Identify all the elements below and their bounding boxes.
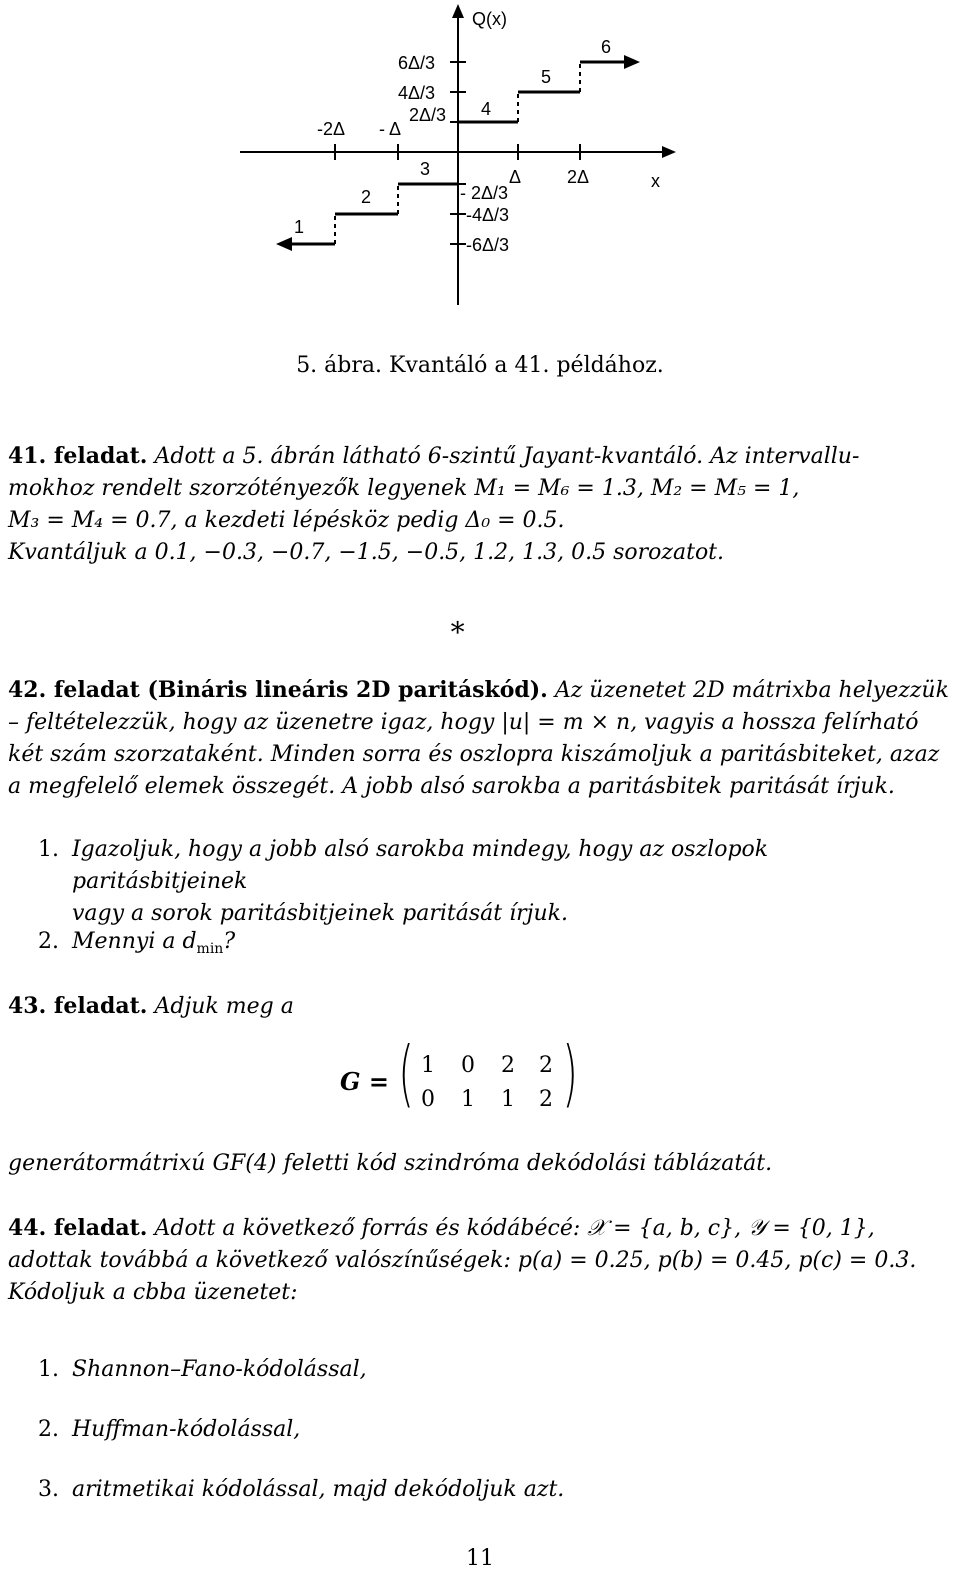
x-axis-label: x <box>651 171 660 191</box>
ex41-line-1: Adott a 5. ábrán látható 6-szintű Jayant-kvantáló. Az intervallu- <box>154 444 860 469</box>
ex44-item-2-num: 2. <box>38 1417 59 1442</box>
ex44-item-3-num: 3. <box>38 1477 59 1502</box>
ex42-item-1-num: 1. <box>38 837 59 862</box>
x-tick-label: 2Δ <box>567 167 590 187</box>
matrix-cell: 0 <box>421 1087 435 1112</box>
ex44-item-3 <box>38 1474 564 1506</box>
page-number: 11 <box>466 1546 494 1571</box>
y-axis-label: Q(x) <box>472 9 507 29</box>
ex41-line-3: M₃ = M₄ = 0.7, a kezdeti lépésköz pedig Δ₀ = 0.5. <box>8 508 565 533</box>
ex42-item-1 <box>38 834 950 930</box>
ex42-item-1-line <box>38 834 950 898</box>
level-label: 5 <box>541 67 552 87</box>
figure-caption: 5. ábra. Kvantáló a 41. példához. <box>296 353 664 378</box>
ex41-line-4: Kvantáljuk a 0.1, −0.3, −0.7, −1.5, −0.5, 1.2, 1.3, 0.5 sorozatot. <box>8 540 725 565</box>
ex43-label: 43. feladat. <box>8 993 148 1019</box>
ex44-line-3: Kódoljuk a cbba üzenetet: <box>8 1280 298 1305</box>
ex41-line <box>8 440 950 473</box>
level-label: 1 <box>294 217 305 237</box>
matrix-cell: 2 <box>539 1053 553 1078</box>
ex42-item-1-text-2: vagy a sorok paritásbitjeinek paritását írjuk. <box>72 901 568 926</box>
exercise-41 <box>8 440 950 569</box>
ex44-item-1-num: 1. <box>38 1357 59 1382</box>
ex42-item-1-text-1: Igazoljuk, hogy a jobb alsó sarokba mindegy, hogy az oszlopok paritásbitjeinek <box>71 837 769 894</box>
ex44-item-3-text: aritmetikai kódolással, majd dekódoljuk azt. <box>72 1477 565 1502</box>
ex42-item-2-text: Mennyi a d <box>72 929 197 954</box>
ex44-line-2: adottak továbbá a következő valószínűségek: p(a) = 0.25, p(b) = 0.45, p(c) = 0.3. <box>8 1248 917 1273</box>
y-tick-label: - 2Δ/3 <box>460 183 509 203</box>
ex42-line-4: a megfelelő elemek összegét. A jobb alsó sarokba a paritásbitek paritását írjuk. <box>8 774 895 799</box>
exercise-44 <box>8 1212 950 1309</box>
matrix-cell: 1 <box>461 1087 475 1112</box>
ex44-label: 44. feladat. <box>8 1215 148 1241</box>
ex44-item-1-text: Shannon–Fano-kódolással, <box>72 1357 367 1382</box>
level-label: 4 <box>481 99 492 119</box>
exercise-42 <box>8 674 950 803</box>
ex42-line <box>8 674 950 707</box>
ex42-item-2-sub: min <box>196 941 224 957</box>
x-tick-label: -2Δ <box>317 119 346 139</box>
ex43-text: Adjuk meg a <box>154 994 294 1019</box>
level-label: 3 <box>420 159 431 179</box>
ex42-label: 42. feladat (Bináris lineáris 2D paritáskód). <box>8 677 548 703</box>
ex44-item-1 <box>38 1354 367 1386</box>
section-separator: ∗ <box>448 610 468 643</box>
right-paren: ) <box>562 1031 578 1115</box>
quantizer-plot <box>0 0 960 330</box>
ex42-item-2-num: 2. <box>38 929 59 954</box>
ex44-line-1: Adott a következő forrás és kódábécé: 𝒳 = {a, b, c}, 𝒴 = {0, 1}, <box>154 1216 875 1241</box>
matrix-cell: 0 <box>461 1053 475 1078</box>
matrix-cell: 1 <box>501 1087 515 1112</box>
ex44-item-2 <box>38 1414 300 1446</box>
exercise-43 <box>8 990 950 1023</box>
ex42-item-2-end: ? <box>223 929 236 954</box>
x-axis-arrow <box>662 146 676 158</box>
ex42-line-3: két szám szorzataként. Minden sorra és oszlopra kiszámoljuk a paritásbiteket, azaz <box>8 742 940 767</box>
y-axis-arrow <box>452 4 464 18</box>
y-tick-label: -6Δ/3 <box>466 235 510 255</box>
matrix-cell: 2 <box>501 1053 515 1078</box>
y-tick-label: -4Δ/3 <box>466 205 510 225</box>
matrix-cell: 2 <box>539 1087 553 1112</box>
left-paren: ( <box>398 1031 414 1115</box>
x-tick-label: - Δ <box>379 119 402 139</box>
level-6-arrow <box>624 55 640 69</box>
y-tick-label: 2Δ/3 <box>409 105 447 125</box>
y-tick-label: 4Δ/3 <box>398 83 436 103</box>
ex42-item-2 <box>38 926 235 965</box>
level-label: 2 <box>361 187 372 207</box>
matrix-cell: 1 <box>421 1053 435 1078</box>
ex42-line-2: – feltételezzük, hogy az üzenetre igaz, hogy |u| = m × n, vagyis a hossza felírható <box>8 710 919 735</box>
level-label: 6 <box>601 37 612 57</box>
y-tick-label: 6Δ/3 <box>398 53 436 73</box>
matrix-label: G = <box>340 1067 389 1096</box>
ex44-item-2-text: Huffman-kódolással, <box>72 1417 301 1442</box>
ex44-line <box>8 1212 950 1245</box>
ex41-line-2: mokhoz rendelt szorzótényezők legyenek M₁ = M₆ = 1.3, M₂ = M₅ = 1, <box>8 476 800 501</box>
level-1-arrow <box>276 237 292 251</box>
ex42-line-1: Az üzenetet 2D mátrixba helyezzük <box>554 678 949 703</box>
ex41-label: 41. feladat. <box>8 443 148 469</box>
ex43-after: generátormátrixú GF(4) feletti kód szindróma dekódolási táblázatát. <box>8 1151 773 1176</box>
x-tick-label: Δ <box>509 167 522 187</box>
quantizer-figure <box>0 0 960 330</box>
